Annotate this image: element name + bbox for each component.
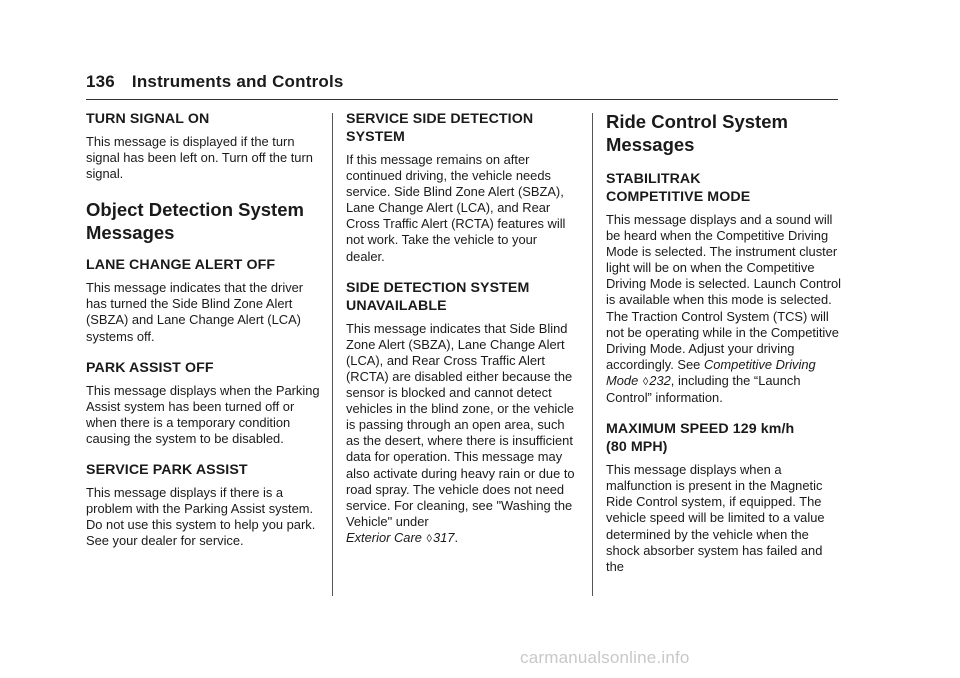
side-detection-unavailable-text: [346, 321, 576, 547]
stabilitrak-text: [606, 212, 842, 406]
unavailable-heading-line2: UNAVAILABLE: [346, 297, 447, 314]
column-divider-2: [592, 113, 593, 596]
ride-control-heading-line2: Messages: [606, 134, 695, 155]
xref-end: .: [454, 529, 459, 545]
max-speed-heading-line2: (80 MPH): [606, 439, 668, 456]
stabilitrak-tail: , including the “Launch Control” information.: [606, 372, 801, 406]
column-3: [606, 110, 842, 587]
side-detection-unavailable-heading: [346, 279, 576, 315]
turn-signal-heading: TURN SIGNAL ON: [86, 111, 210, 127]
stabilitrak-heading-line1: STABILITRAK: [606, 171, 701, 187]
service-side-detection-text: If this message remains on after continued driving, the vehicle needs service. Side Blind Zone Alert (SBZA), Lane Change Alert (LCA), and Rear Cross Traffic Alert (RCTA) features will not work. Take the vehicle to your dealer.: [346, 152, 566, 264]
exterior-care-page[interactable]: 317: [432, 529, 455, 545]
page-ref-icon: ◊: [426, 532, 432, 545]
object-detection-heading-line1: Object Detection System: [86, 199, 304, 221]
ride-control-heading: [606, 110, 842, 156]
stabilitrak-heading-line2: COMPETITIVE MODE: [606, 189, 751, 205]
competitive-driving-mode-link[interactable]: Competitive Driving Mode: [606, 356, 816, 388]
lane-change-text: This message indicates that the driver has turned the Side Blind Zone Alert (SBZA) and Lane Change Alert (LCA) systems off.: [86, 280, 304, 344]
page-ref-icon: ◊: [642, 375, 649, 388]
watermark: carmanualsonline.info: [520, 648, 690, 667]
service-park-heading: SERVICE PARK ASSIST: [86, 462, 248, 479]
section-title: Instruments and Controls: [131, 72, 344, 91]
service-side-heading-line2: SYSTEM: [346, 129, 405, 145]
stabilitrak-body: This message displays and a sound will be heard when the Competitive Driving Mode is selected. The instrument cluster light will be on when the Competitive Driving Mode is selected. Launch Control is available when this mode is selected. The Traction Control System (TCS) will not be operating while in the Competitive Driving Mode. Adjust your driving accordingly. See: [606, 212, 842, 372]
service-side-heading-line1: SERVICE SIDE DETECTION: [346, 111, 534, 127]
turn-signal-text: This message is displayed if the turn signal has been left on. Turn off the turn signal.: [86, 134, 313, 182]
column-1: [86, 110, 322, 561]
column-2: [346, 110, 576, 559]
header-rule: [86, 99, 838, 100]
unavailable-body: This message indicates that Side Blind Zone Alert (SBZA), Lane Change Alert (LCA), and Rear Cross Traffic Alert (RCTA) are disabled either because the sensor is blocked and cannot detect vehicles in the blind zone, or the vehicle is passing through an open area, such as the desert, where there is insufficient data for operation. This message may also activate during heavy rain or due to road spray. The vehicle does not need service. For cleaning, see "Washing the Vehicle" under: [346, 320, 575, 529]
page-header: [86, 72, 344, 92]
stabilitrak-heading: [606, 170, 842, 206]
maximum-speed-heading: [606, 420, 842, 456]
ride-control-heading-line1: Ride Control System: [606, 111, 788, 132]
object-detection-heading: [86, 198, 322, 244]
unavailable-heading-line1: SIDE DETECTION SYSTEM: [346, 279, 530, 296]
park-assist-off-text: This message displays when the Parking Assist system has been turned off or when there is a temporary condition causing the system to be disabled.: [86, 382, 320, 446]
exterior-care-link[interactable]: Exterior Care: [346, 529, 422, 545]
competitive-driving-mode-page[interactable]: 232: [649, 372, 671, 388]
page-number: 136: [86, 72, 115, 91]
lane-change-heading: LANE CHANGE ALERT OFF: [86, 257, 276, 274]
maximum-speed-text: This message displays when a malfunction is present in the Magnetic Ride Control system, if equipped. The vehicle speed will be limited to a value determined by the vehicle when the shock absorber system has failed and the: [606, 462, 825, 574]
service-side-detection-heading: [346, 110, 576, 146]
park-assist-off-heading: PARK ASSIST OFF: [86, 359, 214, 376]
service-park-text: This message displays if there is a problem with the Parking Assist system. Do not use this system to help you park. See your dealer for service.: [86, 485, 316, 549]
column-divider-1: [332, 113, 333, 596]
object-detection-heading-line2: Messages: [86, 222, 175, 244]
max-speed-heading-line1: MAXIMUM SPEED 129 km/h: [606, 421, 795, 438]
